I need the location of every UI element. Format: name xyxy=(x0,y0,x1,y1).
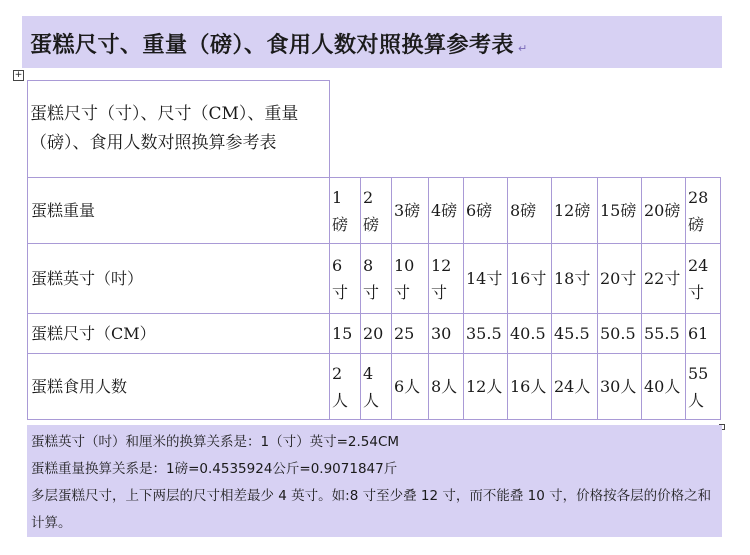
table-cell: 6人 xyxy=(392,354,429,420)
table-cell: 55人 xyxy=(686,354,721,420)
table-cell: 6磅 xyxy=(464,178,508,244)
table-header-cell xyxy=(28,81,330,178)
table-row xyxy=(28,354,721,420)
table-cell: 40.5 xyxy=(508,314,552,354)
empty-area xyxy=(330,81,721,178)
table-cell: 12寸 xyxy=(429,244,464,314)
table-cell: 25 xyxy=(392,314,429,354)
table-cell: 16寸 xyxy=(508,244,552,314)
table-row xyxy=(28,178,721,244)
row-label: 蛋糕尺寸（CM） xyxy=(28,314,330,354)
row-label: 蛋糕重量 xyxy=(28,178,330,244)
table-move-handle-icon[interactable]: + xyxy=(14,70,23,80)
table-cell: 55.5 xyxy=(642,314,686,354)
row-label: 蛋糕英寸（吋） xyxy=(28,244,330,314)
table-cell: 45.5 xyxy=(552,314,598,354)
table-cell: 15 xyxy=(330,314,361,354)
table-cell: 35.5 xyxy=(464,314,508,354)
note-weight: 蛋糕重量换算关系是：1磅=0.4535924公斤=0.9071847斤 xyxy=(31,461,398,477)
table-cell: 30 xyxy=(429,314,464,354)
table-cell: 3磅 xyxy=(392,178,429,244)
note-inch-cm: 蛋糕英寸（吋）和厘米的换算关系是：1（寸）英寸=2.54CM xyxy=(31,434,400,450)
table-cell: 4磅 xyxy=(429,178,464,244)
table-cell: 8人 xyxy=(429,354,464,420)
title-text: 蛋糕尺寸、重量（磅）、食用人数对照换算参考表 xyxy=(30,33,515,58)
table-cell: 14寸 xyxy=(464,244,508,314)
table-row xyxy=(28,314,721,354)
table-cell: 61 xyxy=(686,314,721,354)
table-cell: 16人 xyxy=(508,354,552,420)
table-cell: 50.5 xyxy=(598,314,642,354)
table-cell: 20寸 xyxy=(598,244,642,314)
table-cell: 4人 xyxy=(361,354,392,420)
table-header-text: 蛋糕尺寸（寸）、尺寸（CM）、重量（磅）、食用人数对照换算参考表 xyxy=(30,104,299,153)
table-cell: 20磅 xyxy=(642,178,686,244)
table-cell: 24寸 xyxy=(686,244,721,314)
row-label: 蛋糕食用人数 xyxy=(28,354,330,420)
table-cell: 2人 xyxy=(330,354,361,420)
table-row xyxy=(28,244,721,314)
table-cell: 12人 xyxy=(464,354,508,420)
table-cell: 18寸 xyxy=(552,244,598,314)
table-cell: 8寸 xyxy=(361,244,392,314)
table-cell: 40人 xyxy=(642,354,686,420)
table-cell: 15磅 xyxy=(598,178,642,244)
table-cell: 12磅 xyxy=(552,178,598,244)
table-cell: 2磅 xyxy=(361,178,392,244)
table-cell: 8磅 xyxy=(508,178,552,244)
table-cell: 22寸 xyxy=(642,244,686,314)
notes-box xyxy=(27,425,722,537)
table-cell: 28磅 xyxy=(686,178,721,244)
paragraph-mark-icon: ↵ xyxy=(518,42,528,55)
table-cell: 1磅 xyxy=(330,178,361,244)
note-multilayer: 多层蛋糕尺寸，上下两层的尺寸相差最少 4 英寸。如:8 寸至少叠 12 寸，而不能叠 10 寸，价格按各层的价格之和计算。 xyxy=(31,488,712,531)
table-cell: 6寸 xyxy=(330,244,361,314)
table-cell: 10寸 xyxy=(392,244,429,314)
table-cell: 30人 xyxy=(598,354,642,420)
table-cell: 20 xyxy=(361,314,392,354)
table-cell: 24人 xyxy=(552,354,598,420)
page-title xyxy=(22,16,722,68)
conversion-table xyxy=(27,80,721,420)
